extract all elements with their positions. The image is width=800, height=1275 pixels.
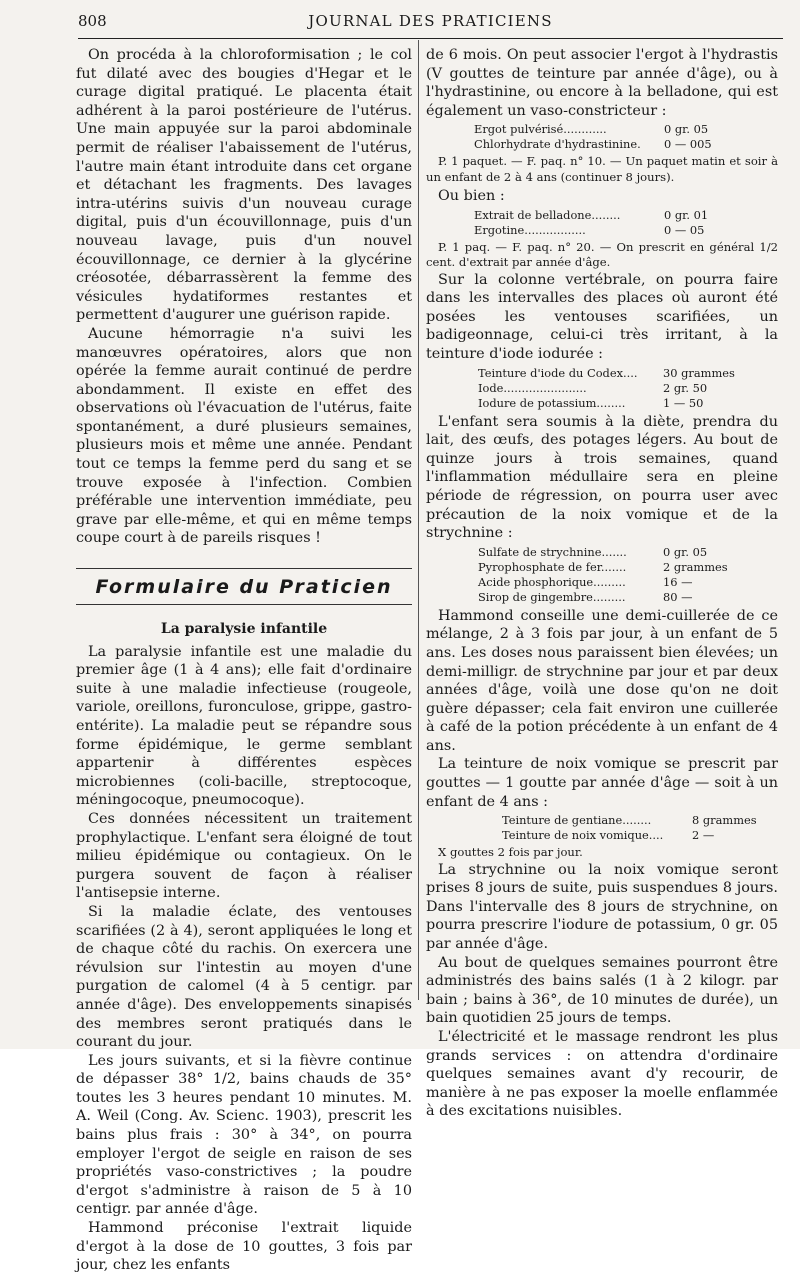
- prescription-line: [478, 396, 778, 411]
- prescription-line: [474, 122, 778, 137]
- ingredient: Acide phosphorique.........: [478, 574, 626, 589]
- right-column: [426, 46, 778, 1121]
- dose: 1 — 50: [663, 395, 704, 410]
- dose: 2 grammes: [663, 559, 728, 574]
- paragraph: Ces données nécessitent un traitement prophylactique. L'enfant sera éloigné de tout milieu épidémique ou contagieux. On le purgera souvent de façon à réaliser l'antisepsie interne.: [76, 810, 412, 902]
- article-title: La paralysie infantile: [160, 621, 328, 638]
- section-title: Formulaire du Praticien: [95, 576, 393, 599]
- prescription: [426, 208, 778, 238]
- prescription-line: [474, 208, 778, 223]
- paragraph: L'électricité et le massage rendront les plus grands services : on attendra d'ordinaire quelques semaines avant d'y recourir, de manière à ne pas exposer la moelle enflammée à des excitations nuisibles.: [426, 1029, 778, 1120]
- dose: 0 — 005: [664, 137, 712, 152]
- dose: 8 grammes: [692, 813, 757, 828]
- paragraph: La paralysie infantile est une maladie du premier âge (1 à 4 ans); elle fait d'ordinaire suite à une maladie infectieuse (rougeole, variole, oreillons, furonculose, grippe, gastro-entérite). La maladie peut se répandre sous forme épidémique, le germe semblant appartenir à différentes espèces microbiennes (coli-bacille, streptocoque, méningocoque, pneumocoque).: [76, 643, 412, 809]
- ingredient: Ergot pulvérisé............: [474, 122, 607, 137]
- prescription-note: P. 1 paquet. — F. paq. n° 10. — Un paquet matin et soir à un enfant de 2 à 4 ans (continuer 8 jours).: [426, 154, 778, 184]
- prescription-line: [474, 223, 778, 238]
- paragraph: La teinture de noix vomique se prescrit par gouttes — 1 goutte par année d'âge — soit à un enfant de 4 ans :: [426, 756, 778, 810]
- ingredient: Iodure de potassium........: [478, 395, 626, 410]
- left-column: [76, 46, 412, 1275]
- section-rule-bottom: [76, 604, 412, 605]
- ingredient: Sulfate de strychnine.......: [478, 544, 627, 559]
- paragraph: Au bout de quelques semaines pourront être administrés des bains salés (1 à 2 kilogr. par bain ; bains à 36°, de 10 minutes de durée), un bain quotidien 25 jours de temps.: [426, 954, 778, 1027]
- dose: 2 —: [692, 828, 715, 843]
- prescription: [426, 813, 778, 843]
- section-rule-top: [76, 568, 412, 569]
- paragraph: On procéda à la chloroformisation ; le col fut dilaté avec des bougies d'Hegar et le curage digital pratiqué. Le placenta était adhérent à la paroi postérieure de l'utérus. Une main appuyée sur la paroi abdominale permit de réaliser l'abaissement de l'utérus, l'autre main étant introduite dans cet organe et détachant les fragments. Des lavages intra-utérins suivis d'un nouveau curage digital, puis d'un écouvillonnage, puis d'un nouveau lavage, puis d'un nouvel écouvillonnage, ce dernier à la glycérine créosotée, débarrassèrent la femme des vésicules hydatiformes restantes et permettent d'augurer une guérison rapide.: [76, 47, 412, 324]
- ingredient: Chlorhydrate d'hydrastinine.: [474, 137, 641, 152]
- ingredient: Teinture de gentiane........: [502, 813, 652, 828]
- prescription-line: [478, 366, 778, 381]
- ingredient: Teinture d'iode du Codex....: [478, 365, 638, 380]
- section-heading: [76, 566, 412, 608]
- dose: 30 grammes: [663, 365, 735, 380]
- page-header: [78, 12, 783, 32]
- dose: 16 —: [663, 574, 693, 589]
- header-rule: [78, 38, 783, 39]
- paragraph: L'enfant sera soumis à la diète, prendra du lait, des œufs, des potages légers. Au bout de quinze jours à trois semaines, quand l'inflammation médullaire sera en pleine période de régression, on pourra user avec précaution de la noix vomique et de la strychnine :: [426, 413, 778, 542]
- ingredient: Extrait de belladone........: [474, 207, 621, 222]
- column-divider: [418, 40, 419, 1000]
- paragraph: Aucune hémorragie n'a suivi les manœuvres opératoires, alors que non opérée la femme aurait continué de perdre abondamment. Il existe en effet des observations où l'évacuation de l'utérus, faite spontanément, a duré plusieurs semaines, plusieurs mois et même une année. Pendant tout ce temps la femme perd du sang et se trouve exposée à l'infection. Combien préférable une intervention immédiate, peu grave par elle-même, et qui en même temps coupe court à de pareils risques !: [76, 325, 412, 547]
- paragraph: Hammond préconise l'extrait liquide d'ergot à la dose de 10 gouttes, 3 fois par jour, chez les enfants: [76, 1220, 412, 1274]
- dose: 0 — 05: [664, 222, 705, 237]
- paragraph: Ou bien :: [438, 188, 505, 205]
- dose: 0 gr. 05: [664, 122, 709, 137]
- prescription-line: [478, 545, 778, 560]
- page-number: 808: [78, 12, 107, 30]
- prescription-line: [502, 828, 778, 843]
- prescription: [426, 122, 778, 152]
- paragraph: Les jours suivants, et si la fièvre continue de dépasser 38° 1/2, bains chauds de 35° toutes les 3 heures pendant 10 minutes. M. A. Weil (Cong. Av. Scienc. 1903), prescrit les bains plus frais : 30° à 34°, on pourra employer l'ergot de seigle en raison de ses propriétés vaso-constrictives ; la poudre d'ergot s'administre à raison de 5 à 10 centigr. par année d'âge.: [76, 1052, 412, 1218]
- ingredient: Ergotine.................: [474, 222, 586, 237]
- prescription: [426, 545, 778, 605]
- ingredient: Pyrophosphate de fer.......: [478, 559, 627, 574]
- prescription-note: X gouttes 2 fois par jour.: [438, 845, 583, 860]
- ingredient: Iode.......................: [478, 380, 587, 395]
- prescription-line: [478, 590, 778, 605]
- prescription-note: P. 1 paq. — F. paq. n° 20. — On prescrit en général 1/2 cent. d'extrait par année d'âge.: [426, 239, 778, 270]
- paragraph: Sur la colonne vertébrale, on pourra faire dans les intervalles des places où auront été posées les ventouses scarifiées, un badigeonnage, celui-ci très irritant, à la teinture d'iode iodurée :: [426, 271, 778, 362]
- dose: 2 gr. 50: [663, 380, 708, 395]
- prescription-line: [478, 560, 778, 575]
- paragraph: de 6 mois. On peut associer l'ergot à l'hydrastis (V gouttes de teinture par année d'âge), ou à l'hydrastinine, ou encore à la belladone, qui est également un vaso-constricteur :: [426, 47, 778, 119]
- ingredient: Sirop de gingembre.........: [478, 589, 626, 604]
- prescription-line: [478, 575, 778, 590]
- prescription-line: [478, 381, 778, 396]
- dose: 80 —: [663, 589, 693, 604]
- dose: 0 gr. 01: [664, 207, 709, 222]
- paragraph: Hammond conseille une demi-cuillerée de ce mélange, 2 à 3 fois par jour, à un enfant de 5 ans. Les doses nous paraissent bien élevées; un demi-milligr. de strychnine par jour et par deux années d'âge, voilà une dose qu'on ne doit guère dépasser; cela fait environ une cuillerée à café de la potion précédente à un enfant de 4 ans.: [426, 607, 778, 754]
- prescription-line: [474, 137, 778, 152]
- paragraph: Si la maladie éclate, des ventouses scarifiées (2 à 4), seront appliquées le long et de chaque côté du rachis. On exercera une révulsion sur l'intestin au moyen d'une purgation de calomel (4 à 5 centigr. par année d'âge). Des enveloppements sinapisés des membres seront pratiqués dans le courant du jour.: [76, 903, 412, 1051]
- paragraph: La strychnine ou la noix vomique seront prises 8 jours de suite, puis suspendues 8 jours. Dans l'intervalle des 8 jours de strychnine, on pourra prescrire l'iodure de potassium, 0 gr. 05 par année d'âge.: [426, 861, 778, 953]
- dose: 0 gr. 05: [663, 544, 708, 559]
- journal-title: JOURNAL DES PRATICIENS: [308, 12, 553, 30]
- prescription: [426, 366, 778, 411]
- ingredient: Teinture de noix vomique....: [502, 828, 664, 843]
- prescription-line: [502, 813, 778, 828]
